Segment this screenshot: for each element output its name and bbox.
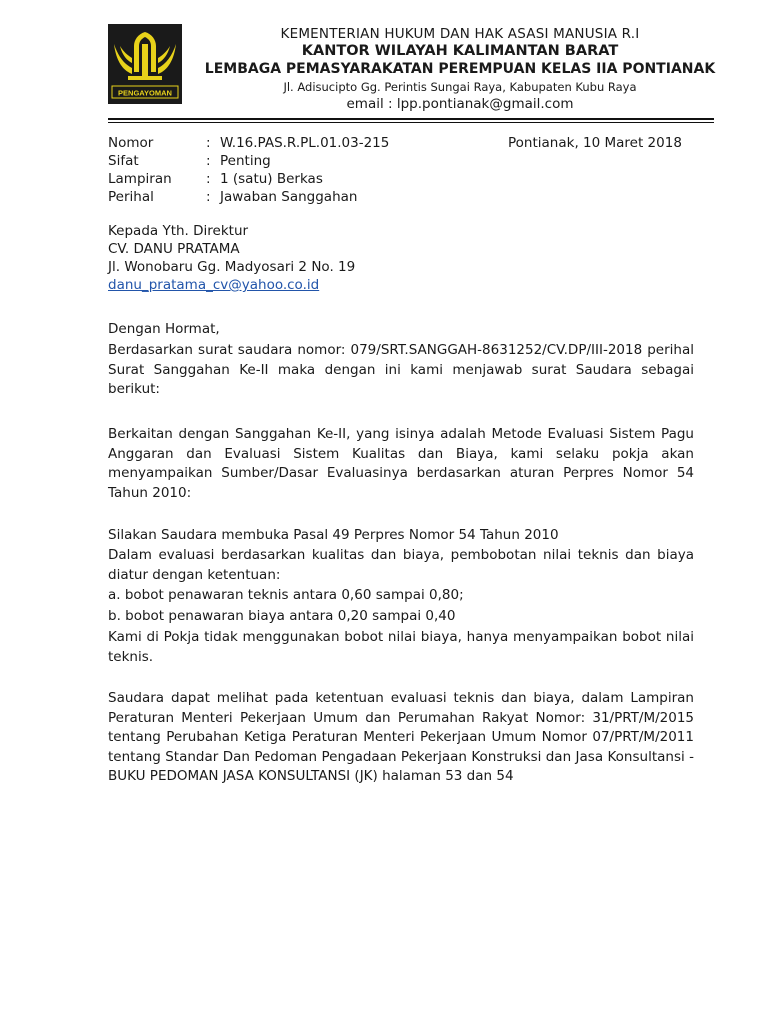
meta-colon: : [206, 153, 211, 169]
paragraph-4: Saudara dapat melihat pada ketentuan evaluasi teknis dan biaya, dalam Lampiran Peraturan Menteri Pekerjaan Umum dan Perumahan Rakyat Nomor: 31/PRT/M/2015 tentang Perubahan Ketiga Peraturan Menteri Pekerjaan Umum Nomor 07/PRT/M/2011 tentang Standar Dan Pedoman Pengadaan Pekerjaan Konstruksi dan Jasa Konsultansi - BUKU PEDOMAN JASA KONSULTANSI (JK) halaman 53 dan 54 [108, 690, 694, 784]
meta-value-lampiran: 1 (satu) Berkas [220, 171, 323, 187]
header-address: Jl. Adisucipto Gg. Perintis Sungai Raya, Kabupaten Kubu Raya [283, 80, 637, 94]
paragraph-3-tail: Kami di Pokja tidak menggunakan bobot nilai biaya, hanya menyampaikan bobot nilai teknis. [108, 629, 694, 665]
header-rule-thick [108, 118, 714, 120]
list-item-a: a. bobot penawaran teknis antara 0,60 sampai 0,80; [108, 587, 464, 603]
paragraph-2: Berkaitan dengan Sanggahan Ke-II, yang isinya adalah Metode Evaluasi Sistem Pagu Anggaran dan Evaluasi Sistem Kualitas dan Biaya, kami selaku pokja akan menyampaikan Sumber/Dasar Evaluasinya berdasarkan aturan Perpres Nomor 54 Tahun 2010: [108, 426, 694, 501]
meta-value-perihal: Jawaban Sanggahan [220, 189, 358, 205]
header-office: KANTOR WILAYAH KALIMANTAN BARAT [301, 43, 619, 59]
paragraph-3-rule: Dalam evaluasi berdasarkan kualitas dan biaya, pembobotan nilai teknis dan biaya diatur dengan ketentuan: [108, 547, 694, 583]
paragraph-3-intro: Silakan Saudara membuka Pasal 49 Perpres Nomor 54 Tahun 2010 [108, 527, 559, 543]
header-ministry: KEMENTERIAN HUKUM DAN HAK ASASI MANUSIA R.I [280, 26, 640, 42]
header-institution: LEMBAGA PEMASYARAKATAN PEREMPUAN KELAS IIA PONTIANAK [204, 61, 716, 77]
meta-label-lampiran: Lampiran [108, 171, 172, 187]
header-email: email : lpp.pontianak@gmail.com [346, 96, 574, 112]
greeting: Dengan Hormat, [108, 321, 220, 337]
header-rule-thin [108, 122, 714, 123]
meta-colon: : [206, 189, 211, 205]
paragraph-1: Berdasarkan surat saudara nomor: 079/SRT.SANGGAH-8631252/CV.DP/III-2018 perihal Surat Sanggahan Ke-II maka dengan ini kami menjawab surat Saudara sebagai berikut: [108, 342, 694, 397]
letter-date: Pontianak, 10 Maret 2018 [508, 135, 682, 151]
recipient-email-link[interactable]: danu_pratama_cv@yahoo.co.id [108, 277, 320, 293]
meta-label-nomor: Nomor [108, 135, 154, 151]
meta-value-nomor: W.16.PAS.R.PL.01.03-215 [220, 135, 390, 151]
recipient-line-1: Kepada Yth. Direktur [108, 223, 249, 239]
institution-logo [108, 24, 182, 104]
list-item-b: b. bobot penawaran biaya antara 0,20 sampai 0,40 [108, 608, 456, 624]
recipient-company: CV. DANU PRATAMA [108, 241, 240, 257]
meta-label-sifat: Sifat [108, 153, 139, 169]
meta-colon: : [206, 171, 211, 187]
meta-value-sifat: Penting [220, 153, 271, 169]
recipient-address: Jl. Wonobaru Gg. Madyosari 2 No. 19 [108, 259, 356, 275]
meta-colon: : [206, 135, 211, 151]
logo-text: PENGAYOMAN [118, 88, 172, 98]
meta-label-perihal: Perihal [108, 189, 154, 205]
